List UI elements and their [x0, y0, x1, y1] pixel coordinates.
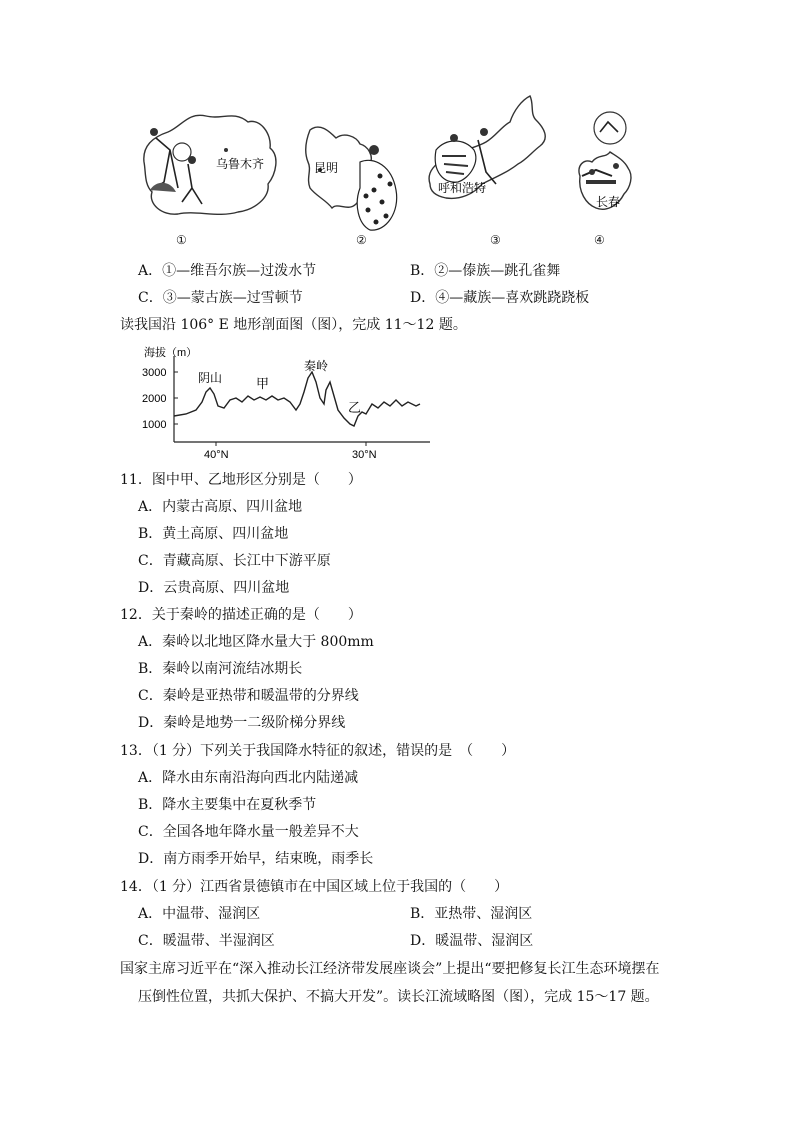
q11-option-d: D．云贵高原、四川盆地 — [138, 580, 290, 596]
q14-option-a: A．中温带、湿润区 — [138, 906, 261, 922]
label-jia: 甲 — [256, 376, 270, 391]
yangtze-intro-line2: 压倒性位置，共抓大保护、不搞大开发”。读长江流域略图（图），完成 15～17 题。 — [138, 989, 659, 1005]
q14-option-b: B．亚热带、湿润区 — [410, 906, 533, 922]
q13-option-d: D．南方雨季开始早，结束晚，雨季长 — [138, 851, 374, 867]
ytick-3000: 3000 — [142, 367, 167, 379]
q11-option-b: B．黄土高原、四川盆地 — [138, 526, 289, 542]
q12-stem: 12．关于秦岭的描述正确的是（ ） — [120, 607, 362, 623]
ytick-2000: 2000 — [142, 393, 167, 405]
q12-option-c: C．秦岭是亚热带和暖温带的分界线 — [138, 688, 359, 704]
q11-stem: 11．图中甲、乙地形区分别是（ ） — [120, 472, 362, 488]
label-hohhot: 呼和浩特 — [438, 181, 487, 195]
q12-option-a: A．秦岭以北地区降水量大于 800mm — [138, 634, 374, 650]
q13-stem: 13．（1 分）下列关于我国降水特征的叙述，错误的是 （ ） — [120, 743, 516, 759]
label-yinshan: 阴山 — [198, 371, 223, 385]
q13-option-b: B．降水主要集中在夏秋季节 — [138, 797, 317, 813]
q12-option-d: D．秦岭是地势一二级阶梯分界线 — [138, 715, 346, 731]
xtick-40n: 40°N — [204, 449, 229, 460]
q13-option-a: A．降水由东南沿海向西北内陆递减 — [138, 770, 359, 786]
yangtze-intro-line1: 国家主席习近平在“深入推动长江经济带发展座谈会”上提出“要把修复长江生态环境摆在 — [120, 961, 660, 977]
map-number-1: ① — [176, 233, 187, 247]
q11-option-a: A．内蒙古高原、四川盆地 — [138, 499, 303, 515]
q10-option-a: A．①—维吾尔族—过泼水节 — [138, 263, 317, 279]
map-number-3: ③ — [490, 233, 501, 247]
label-urumqi: 乌鲁木齐 — [216, 157, 265, 171]
q10-option-d: D．④—藏族—喜欢跳跷跷板 — [410, 290, 590, 306]
q11-option-c: C．青藏高原、长江中下游平原 — [138, 553, 331, 569]
label-kunming: 昆明 — [314, 161, 339, 175]
q14-option-c: C．暖温带、半湿润区 — [138, 933, 275, 949]
xtick-30n: 30°N — [352, 449, 377, 460]
q14-option-d: D．暖温带、湿润区 — [410, 933, 534, 949]
ytick-1000: 1000 — [142, 419, 167, 431]
ethnic-province-maps — [130, 92, 650, 252]
map-yunnan — [306, 127, 397, 230]
q10-option-c: C．③—蒙古族—过雪顿节 — [138, 290, 303, 306]
label-changchun: 长春 — [596, 195, 621, 209]
q10-option-b: B．②—傣族—跳孔雀舞 — [410, 263, 561, 279]
map-number-2: ② — [356, 233, 367, 247]
terrain-profile-chart — [140, 342, 440, 460]
profile-ylabel: 海拔（m） — [144, 347, 198, 359]
profile-intro: 读我国沿 106° E 地形剖面图（图），完成 11～12 题。 — [120, 317, 467, 333]
q14-stem: 14．（1 分）江西省景德镇市在中国区域上位于我国的（ ） — [120, 879, 509, 895]
label-qinling: 秦岭 — [304, 359, 329, 373]
label-yi: 乙 — [348, 400, 362, 415]
q13-option-c: C．全国各地年降水量一般差异不大 — [138, 824, 359, 840]
q12-option-b: B．秦岭以南河流结冰期长 — [138, 661, 303, 677]
map-number-4: ④ — [594, 233, 605, 247]
